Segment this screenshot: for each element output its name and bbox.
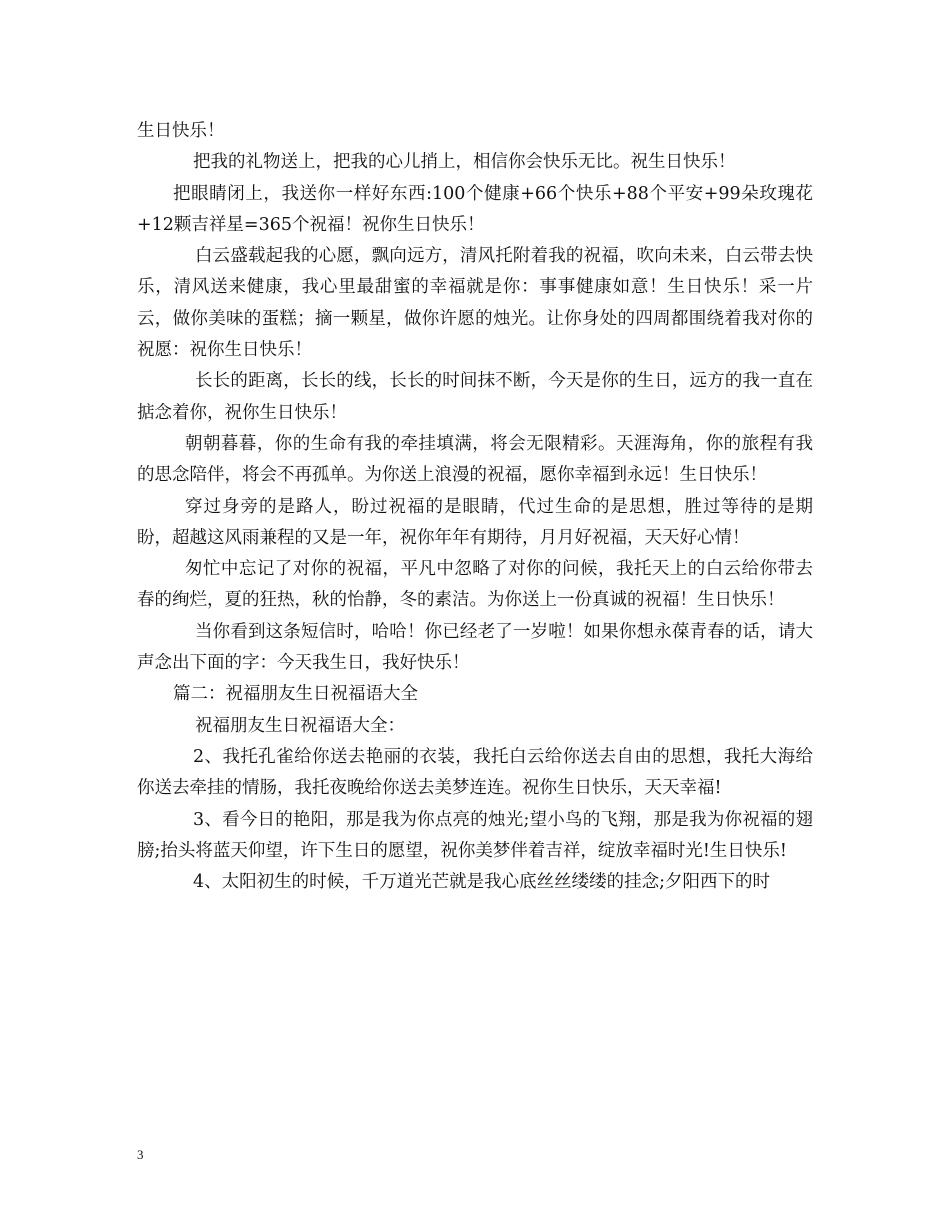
paragraph-1: 生日快乐！ <box>137 121 225 141</box>
paragraph-3: 把眼睛闭上，我送你一样好东西:100个健康+66个快乐+88个平安+99朵玫瑰花+12颗吉祥星=365个祝福！祝你生日快乐！ <box>137 183 813 235</box>
paragraph-4: 白云盛载起我的心愿，飘向远方，清风托附着我的祝福，吹向未来，白云带去快乐，清风送来健康，我心里最甜蜜的幸福就是你：事事健康如意！生日快乐！采一片云，做你美味的蛋糕；摘一颗星，做你许愿的烛光。让你身处的四周都围绕着我对你的祝愿：祝你生日快乐！ <box>137 246 813 361</box>
paragraph-9: 当你看到这条短信时，哈哈！你已经老了一岁啦！如果你想永葆青春的话，请大声念出下面的字：今天我生日，我好快乐！ <box>137 621 813 674</box>
paragraph-6: 朝朝暮暮，你的生命有我的牵挂填满，将会无限精彩。天涯海角，你的旅程有我的思念陪伴，将会不再孤单。为你送上浪漫的祝福，愿你幸福到永远！生日快乐！ <box>137 433 813 486</box>
section-subheading: 祝福朋友生日祝福语大全： <box>195 715 405 736</box>
paragraph-item-2: 2、我托孔雀给你送去艳丽的衣装，我托白云给你送去自由的思想，我托大海给你送去牵挂的情肠，我托夜晚给你送去美梦连连。祝你生日快乐，天天幸福! <box>137 746 813 799</box>
section-heading: 篇二：祝福朋友生日祝福语大全 <box>173 684 418 705</box>
paragraph-item-3: 3、看今日的艳阳，那是我为你点亮的烛光;望小鸟的飞翔，那是我为你祝福的翅膀;抬头将蓝天仰望，许下生日的愿望，祝你美梦伴着吉祥，绽放幸福时光!生日快乐! <box>137 809 813 861</box>
document-body <box>137 116 813 898</box>
page-number: 3 <box>137 1147 144 1162</box>
paragraph-5: 长长的距离，长长的线，长长的时间抹不断，今天是你的生日，远方的我一直在掂念着你，祝你生日快乐！ <box>137 371 813 423</box>
paragraph-8: 匆忙中忘记了对你的祝福，平凡中忽略了对你的问候，我托天上的白云给你带去春的绚烂，夏的狂热，秋的怡静，冬的素洁。为你送上一份真诚的祝福！生日快乐！ <box>137 559 813 611</box>
paragraph-item-4: 4、太阳初生的时候，千万道光芒就是我心底丝丝缕缕的挂念;夕阳西下的时 <box>193 872 771 893</box>
paragraph-7: 穿过身旁的是路人，盼过祝福的是眼睛，代过生命的是思想，胜过等待的是期盼，超越这风雨兼程的又是一年，祝你年年有期待，月月好祝福，天天好心情！ <box>137 496 813 548</box>
paragraph-2: 把我的礼物送上，把我的心儿捎上，相信你会快乐无比。祝生日快乐！ <box>193 152 736 173</box>
